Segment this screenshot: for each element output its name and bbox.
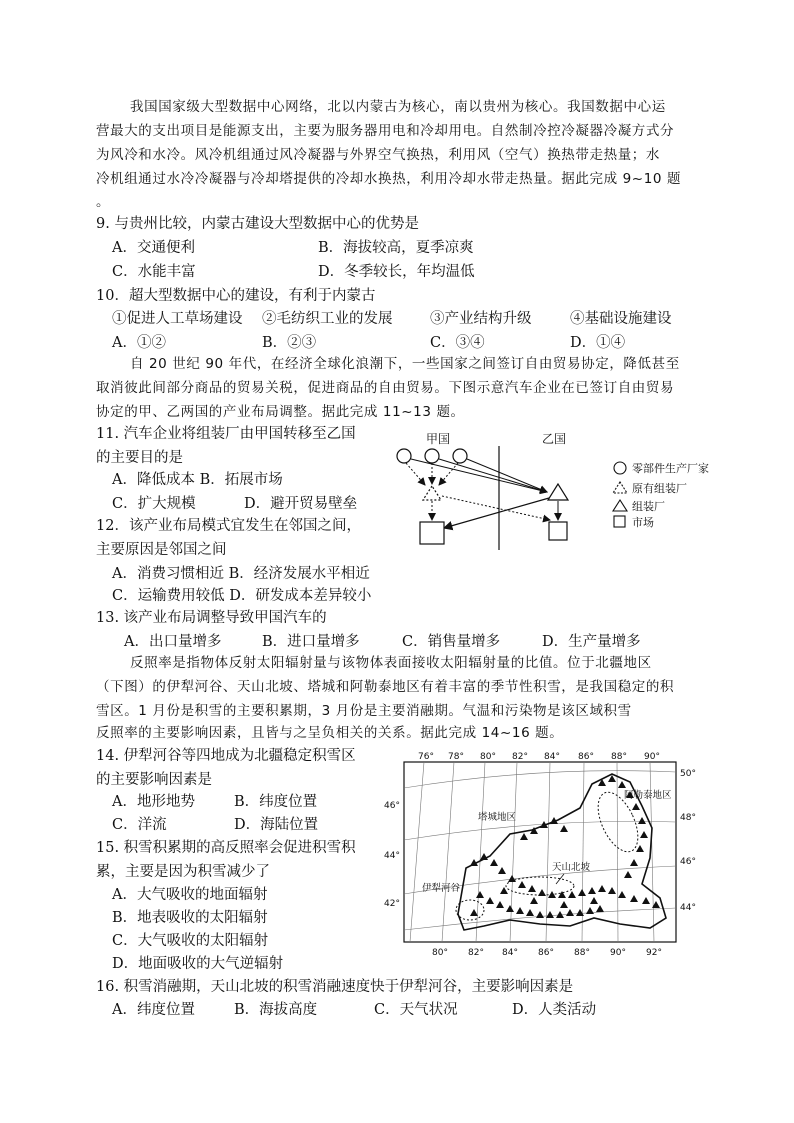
q15-option-a: A．大气吸收的地面辐射 bbox=[112, 887, 268, 903]
legend-market-label: 市场 bbox=[632, 516, 654, 529]
legend-old-plant-label: 原有组装厂 bbox=[632, 482, 687, 495]
lat-left-44: 44° bbox=[384, 851, 400, 861]
q10-item-4: ④基础设施建设 bbox=[570, 311, 672, 327]
relocation-diagram bbox=[392, 428, 732, 552]
lon-top-82: 82° bbox=[512, 752, 528, 762]
q16-option-d: D．人类活动 bbox=[512, 1002, 597, 1018]
label-tacheng: 塔城地区 bbox=[478, 812, 517, 823]
q11-stem-line2: 的主要目的是 bbox=[96, 450, 183, 466]
q10-item-2: ②毛纺织工业的发展 bbox=[262, 311, 393, 327]
q16-option-c: C．天气状况 bbox=[374, 1002, 458, 1018]
q13-option-b: B．进口量增多 bbox=[262, 634, 360, 650]
new-assembly-plant bbox=[548, 484, 568, 500]
lon-top-76: 76° bbox=[418, 752, 434, 762]
q12-option-cd: C．运输费用较低 D．研发成本差异较小 bbox=[112, 588, 372, 604]
lat-left-42: 42° bbox=[384, 899, 400, 909]
lon-top-86: 86° bbox=[578, 752, 594, 762]
market-country-b bbox=[549, 522, 567, 540]
q14-stem-line1: 14. 伊犁河谷等四地成为北疆稳定积雪区 bbox=[96, 748, 356, 764]
label-yili: 伊犁河谷 bbox=[422, 883, 461, 894]
intro1-line2: 营最大的支出项目是能源支出，主要为服务器用电和冷却用电。自然制冷控冷凝器冷凝方式分 bbox=[96, 123, 675, 139]
lon-top-80: 80° bbox=[480, 752, 496, 762]
q15-option-b: B．地表吸收的太阳辐射 bbox=[112, 910, 268, 926]
intro1-line3: 为风冷和水冷。风冷机组通过风冷凝器与外界空气换热，利用风（空气）换热带走热量；水 bbox=[96, 147, 660, 163]
q9-option-d: D．冬季较长，年均温低 bbox=[318, 264, 475, 280]
q16-option-a: A．纬度位置 bbox=[112, 1002, 195, 1018]
legend-old-plant-icon bbox=[613, 482, 627, 493]
q14-option-d: D．海陆位置 bbox=[234, 817, 319, 833]
q15-option-c: C．大气吸收的太阳辐射 bbox=[112, 933, 269, 949]
q14-option-a: A．地形地势 bbox=[112, 794, 195, 810]
intro2-line1: 自 20 世纪 90 年代，在经济全球化浪潮下，一些国家之间签订自由贸易协定，降低甚至 bbox=[130, 356, 680, 372]
intro2-line3: 协定的甲、乙两国的产业布局调整。据此完成 11~13 题。 bbox=[96, 404, 465, 420]
q11-stem-line1: 11. 汽车企业将组装厂由甲国转移至乙国 bbox=[96, 426, 356, 442]
q10-option-a: A．①② bbox=[112, 335, 166, 351]
intro1-line5: 。 bbox=[96, 194, 111, 210]
q10-stem: 10．超大型数据中心的建设，有利于内蒙古 bbox=[96, 288, 376, 304]
q13-option-d: D．生产量增多 bbox=[542, 634, 641, 650]
q10-option-d: D．①④ bbox=[570, 335, 626, 351]
q10-option-c: C．③④ bbox=[430, 335, 485, 351]
q11-option-ab: A．降低成本 B．拓展市场 bbox=[112, 472, 283, 488]
q10-item-1: ①促进人工草场建设 bbox=[112, 311, 243, 327]
q10-item-3: ③产业结构升级 bbox=[430, 311, 532, 327]
q14-option-b: B．纬度位置 bbox=[234, 794, 318, 810]
intro3-line2: （下图）的伊犁河谷、天山北坡、塔城和阿勒泰地区有着丰富的季节性积雪，是我国稳定的积 bbox=[96, 679, 675, 695]
q16-option-b: B．海拔高度 bbox=[234, 1002, 318, 1018]
intro1-line1: 我国国家级大型数据中心网络，北以内蒙古为核心，南以贵州为核心。我国数据中心运 bbox=[130, 99, 666, 115]
q12-option-ab: A．消费习惯相近 B．经济发展水平相近 bbox=[112, 566, 370, 582]
q13-option-c: C．销售量增多 bbox=[402, 634, 501, 650]
intro1-line4: 冷机组通过水冷冷凝器与冷却塔提供的冷却水换热，利用冷却水带走热量。据此完成 9~10 题 bbox=[96, 171, 682, 187]
q11-option-d: D．避开贸易壁垒 bbox=[244, 496, 358, 512]
lat-left-46: 46° bbox=[384, 801, 400, 811]
country-b-label: 乙国 bbox=[542, 432, 567, 446]
q9-stem: 9. 与贵州比较，内蒙古建设大型数据中心的优势是 bbox=[96, 216, 419, 232]
legend-market-icon bbox=[614, 516, 625, 527]
xinjiang-snow-map bbox=[380, 748, 700, 962]
legend-plant-label: 组装厂 bbox=[632, 500, 665, 513]
lon-bottom-90: 90° bbox=[610, 948, 626, 958]
lon-bottom-86: 86° bbox=[538, 948, 554, 958]
country-a-label: 甲国 bbox=[426, 432, 451, 446]
q16-stem: 16. 积雪消融期，天山北坡的积雪消融速度快于伊犁河谷，主要影响因素是 bbox=[96, 979, 574, 995]
q14-stem-line2: 的主要影响因素是 bbox=[96, 772, 212, 788]
legend-parts-label: 零部件生产厂家 bbox=[632, 462, 709, 475]
legend-plant-icon bbox=[613, 500, 627, 511]
label-tianshan: 天山北坡 bbox=[552, 862, 591, 873]
lon-bottom-92: 92° bbox=[646, 948, 662, 958]
q12-stem-line2: 主要原因是邻国之间 bbox=[96, 542, 227, 558]
parts-factory-1 bbox=[397, 449, 411, 463]
lon-bottom-84: 84° bbox=[502, 948, 518, 958]
q9-option-b: B．海拔较高，夏季凉爽 bbox=[318, 240, 474, 256]
lat-right-44: 44° bbox=[680, 903, 696, 913]
q15-option-d: D．地面吸收的大气逆辐射 bbox=[112, 956, 284, 972]
intro3-line4: 反照率的主要影响因素，且皆与之呈负相关的关系。据此完成 14~16 题。 bbox=[96, 725, 564, 741]
lon-top-90: 90° bbox=[644, 752, 660, 762]
q14-option-c: C．洋流 bbox=[112, 817, 167, 833]
intro3-line3: 雪区。1 月份是积雪的主要积累期，3 月份是主要消融期。气温和污染物是该区域积雪 bbox=[96, 703, 632, 719]
lon-bottom-80: 80° bbox=[432, 948, 448, 958]
lon-top-78: 78° bbox=[448, 752, 464, 762]
label-altay: 阿勒泰地区 bbox=[624, 790, 672, 801]
q10-option-b: B．②③ bbox=[262, 335, 317, 351]
intro2-line2: 取消彼此间部分商品的贸易关税，促进商品的自由贸易。下图示意汽车企业在已签订自由贸易 bbox=[96, 380, 675, 396]
old-assembly-plant bbox=[423, 486, 441, 500]
q11-option-c: C．扩大规模 bbox=[112, 496, 196, 512]
parts-factory-3 bbox=[453, 449, 467, 463]
q9-option-a: A．交通便利 bbox=[112, 240, 195, 256]
q9-option-c: C．水能丰富 bbox=[112, 264, 196, 280]
q12-stem-line1: 12．该产业布局模式宜发生在邻国之间， bbox=[96, 518, 361, 534]
q15-stem-line1: 15. 积雪积累期的高反照率会促进积雪积 bbox=[96, 840, 356, 856]
q13-option-a: A．出口量增多 bbox=[124, 634, 222, 650]
lat-right-46: 46° bbox=[680, 857, 696, 867]
lon-bottom-82: 82° bbox=[468, 948, 484, 958]
lat-right-48: 48° bbox=[680, 813, 696, 823]
q15-stem-line2: 累，主要是因为积雪减少了 bbox=[96, 864, 270, 880]
lon-top-88: 88° bbox=[611, 752, 627, 762]
q13-stem: 13. 该产业布局调整导致甲国汽车的 bbox=[96, 610, 327, 626]
intro3-line1: 反照率是指物体反射太阳辐射量与该物体表面接收太阳辐射量的比值。位于北疆地区 bbox=[130, 655, 652, 671]
parts-factory-2 bbox=[425, 449, 439, 463]
market-country-a bbox=[420, 522, 444, 544]
lon-top-84: 84° bbox=[544, 752, 560, 762]
legend-parts-icon bbox=[614, 462, 626, 474]
lat-right-50: 50° bbox=[680, 769, 696, 779]
lon-bottom-88: 88° bbox=[574, 948, 590, 958]
